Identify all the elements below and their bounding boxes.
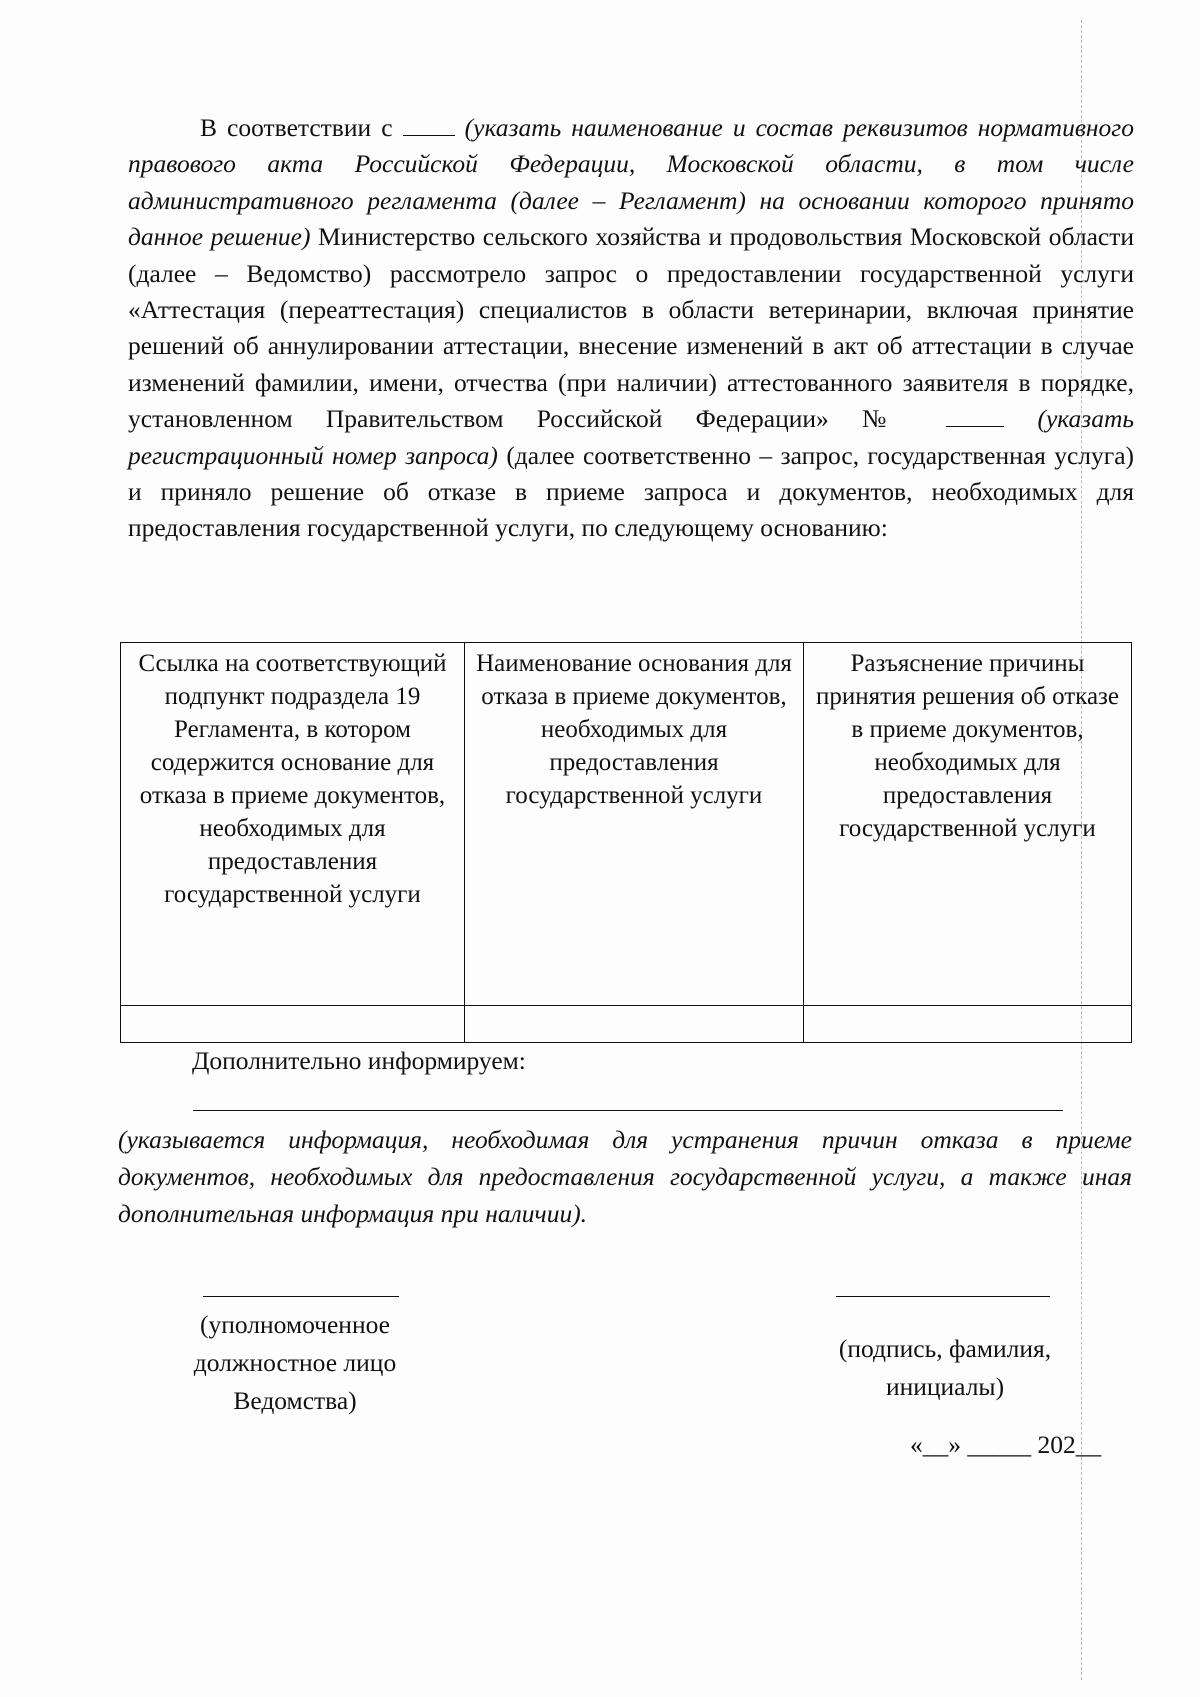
grounds-table <box>120 642 1132 1043</box>
request-number-blank <box>946 403 1004 427</box>
act-hint: (указать наименование и состав реквизитов нормативного правового акта Российской Федерации, Московской области, в том числе административного регламента (далее – Регламент) на основании которого принято данное решение) <box>128 113 1135 252</box>
official-signature-line <box>203 1296 399 1297</box>
header-reference: Ссылка на соответствующий подпункт подраздела 19 Регламента, в котором содержится основание для отказа в приеме документов, необходимых для предоставления государственной услуги <box>121 643 465 1006</box>
date-field: «__» _____ 202__ <box>910 1430 1102 1459</box>
additional-info-hint: (указывается информация, необходимая для устранения причин отказа в приеме документов, необходимых для предоставления государственной услуги, а также иная дополнительная информация при наличии). <box>118 1125 1132 1228</box>
table-cell-empty <box>465 1006 804 1043</box>
additional-info-line <box>193 1110 1063 1111</box>
decision-body <box>128 110 1134 547</box>
table-row <box>121 1006 1132 1043</box>
act-blank-field <box>403 112 455 136</box>
header-ground-name: Наименование основания для отказа в приеме документов, необходимых для предоставления государственной услуги <box>465 643 804 1006</box>
signature-caption: (подпись, фамилия, инициалы) <box>838 1334 1052 1401</box>
main-text: Министерство сельского хозяйства и продовольствия Московской области (далее – Ведомство) рассмотрело запрос о предоставлении государственной услуги «Аттестация (переаттестация) специалистов в области ветеринарии, включая принятие решений об аннулировании аттестации, внесение изменений в акт об аттестации в случае изменений фамилии, имени, отчества (при наличии) аттестованного заявителя в порядке, установленном Правительством Российской Федерации» № <box>128 222 1134 434</box>
request-hint: (указать регистрационный номер запроса) <box>128 404 1135 470</box>
decision-text: (далее соответственно – запрос, государственная услуга) и приняло решение об отказе в приеме запроса и документов, необходимых для предоставления государственной услуги, по следующему основанию: <box>128 440 1135 543</box>
intro-lead: В соответствии с <box>200 113 393 142</box>
table-cell-empty <box>121 1006 465 1043</box>
additional-info-label: Дополнительно информируем: <box>192 1046 526 1075</box>
table-header-row <box>121 643 1132 1006</box>
official-caption: (уполномоченное должностное лицо Ведомства) <box>193 1310 397 1415</box>
signature-line <box>836 1296 1050 1297</box>
header-explanation: Разъяснение причины принятия решения об отказе в приеме документов, необходимых для предоставления государственной услуги <box>804 643 1132 1006</box>
table-cell-empty <box>804 1006 1132 1043</box>
